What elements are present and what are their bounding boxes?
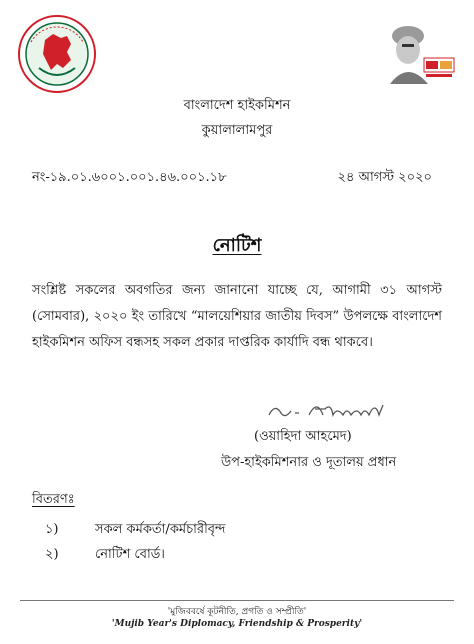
signatory-name: (ওয়াহিদা আহমেদ) [254, 429, 352, 444]
notice-title [0, 231, 474, 262]
footer-slogan-english: 'Mujib Year's Diplomacy, Friendship & Prosperity' [111, 619, 363, 629]
distribution-item-number: ২) [45, 547, 59, 562]
office-location: কুয়ালালামপুর [201, 123, 273, 138]
distribution-label [32, 490, 75, 511]
notice-body: সংশ্লিষ্ট সকলের অবগতির জন্য জানানো যাচ্ছে যে, আগামী ৩১ আগস্ট (সোমবার), ২০২০ ইং তারিখে “মালয়েশিয়ার জাতীয় দিবস” উপলক্ষে বাংলাদেশ হাইকমিশন অফিস বন্ধসহ সকল প্রকার দাপ্তরিক কার্যাদি বন্ধ থাকবে। [32, 283, 442, 350]
footer-divider [20, 600, 454, 601]
distribution-item-text: সকল কর্মকর্তা/কর্মচারীবৃন্দ [95, 522, 226, 537]
notice-date: ২৪ আগস্ট ২০২০ [337, 170, 432, 185]
government-emblem-logo [17, 14, 97, 94]
office-name: বাংলাদেশ হাইকমিশন [183, 98, 291, 113]
notice-title-text: নোটিশ [212, 235, 262, 256]
reference-number: নং-১৯.০১.৬০০১.০০১.৪৬.০০১.১৮ [32, 170, 227, 185]
signatory-designation: উপ-হাইকমিশনার ও দূতালয় প্রধান [221, 455, 397, 470]
footer-slogan-bangla: 'মুজিববর্ষে কূটনীতি, প্রগতি ও সম্প্রীতি' [167, 607, 307, 617]
distribution-item-number: ১) [45, 522, 59, 537]
distribution-item-text: নোটিশ বোর্ড। [95, 547, 165, 562]
distribution-label-text: বিতরণঃ [32, 492, 75, 507]
mujib-year-logo [372, 14, 462, 84]
handwritten-signature [265, 397, 405, 423]
